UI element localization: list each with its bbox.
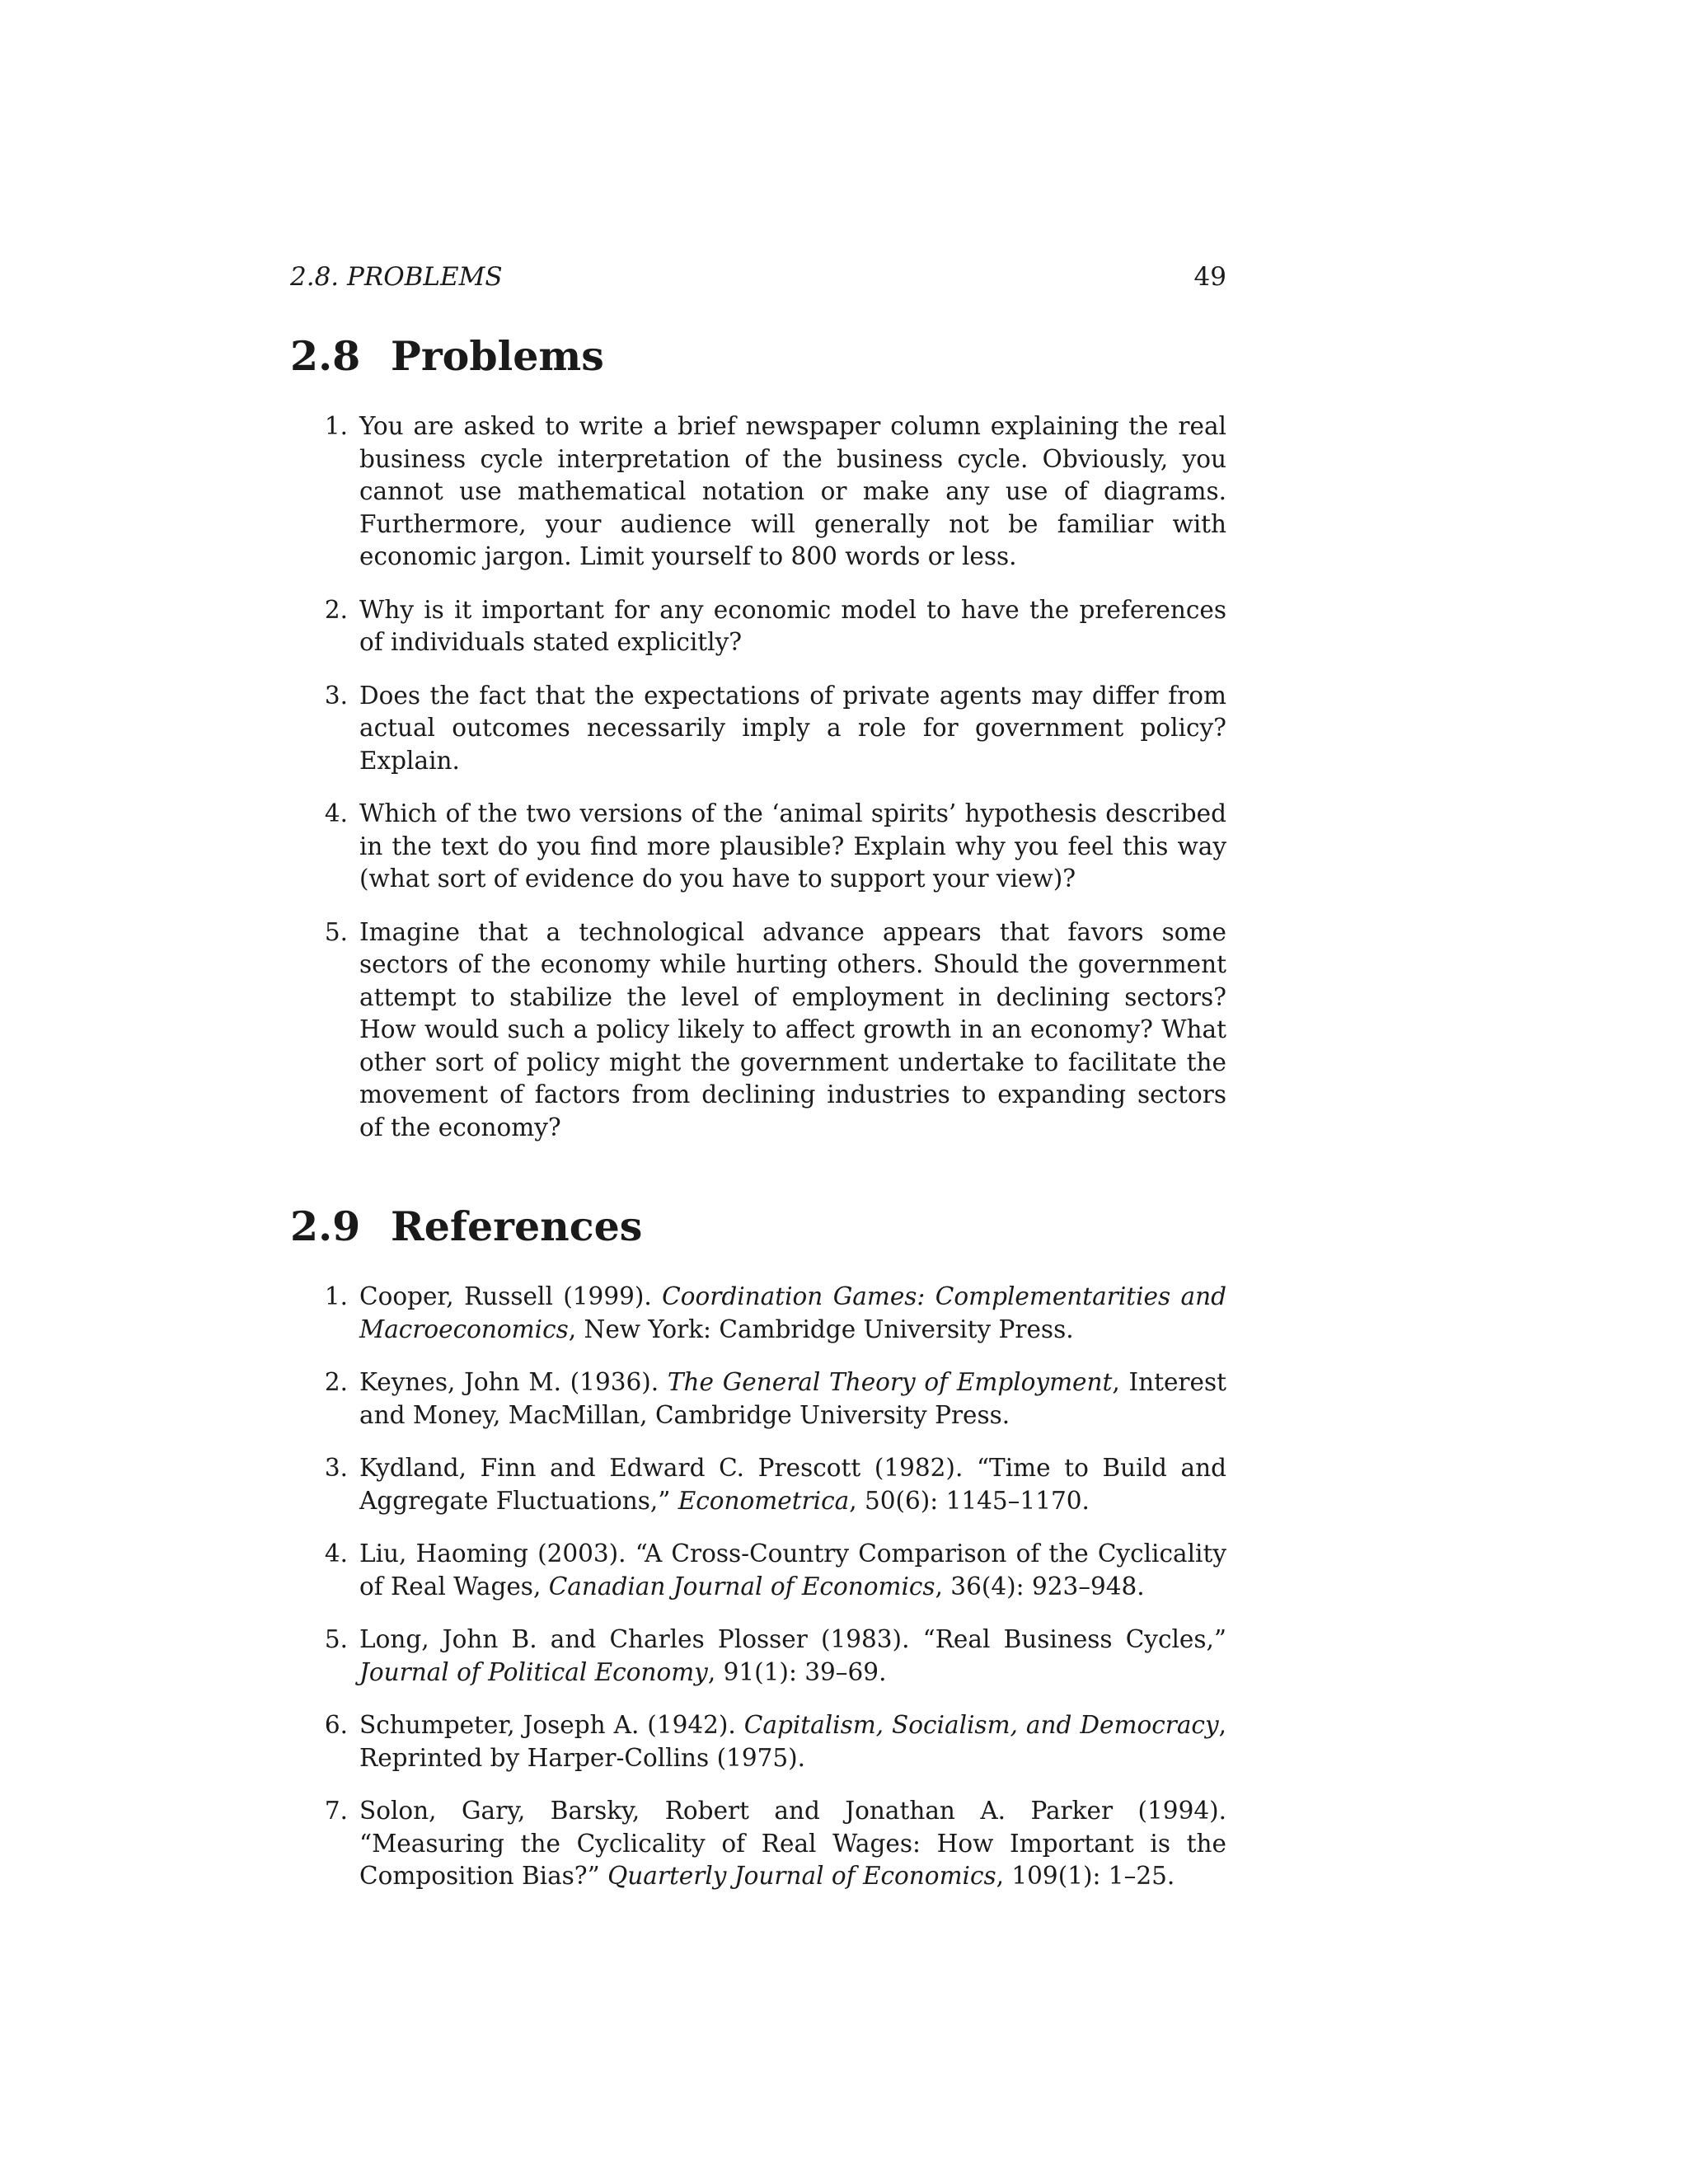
reference-work-title: Econometrica xyxy=(678,1486,850,1515)
item-number: 5. xyxy=(324,1625,348,1653)
reference-work-title: Coordination Games: Complementarities and Macroeconomics xyxy=(359,1282,1227,1343)
reference-details: , 91(1): 39–69. xyxy=(707,1657,887,1686)
item-number: 6. xyxy=(324,1711,348,1739)
item-number: 3. xyxy=(324,681,348,710)
reference-text xyxy=(359,1452,1226,1517)
reference-details: , New York: Cambridge University Press. xyxy=(568,1315,1074,1343)
reference-text xyxy=(359,1281,1226,1346)
reference-authors: Keynes, John M. (1936). xyxy=(359,1368,668,1396)
reference-work-title: Quarterly Journal of Economics xyxy=(607,1862,996,1890)
problem-text: Does the fact that the expectations of private agents may differ from actual outcomes necessarily imply a role for government policy? Explain. xyxy=(359,681,1226,775)
reference-text xyxy=(359,1795,1226,1893)
section-title: Problems xyxy=(391,332,604,380)
problem-text: Imagine that a technological advance appears that favors some sectors of the economy while hurting others. Should the government attempt to stabilize the level of employment in declining sectors? How would such a policy likely to affect growth in an economy? What other sort of policy might the government undertake to facilitate the movement of factors from declining industries to expanding sectors of the economy? xyxy=(359,917,1226,1141)
reference-item xyxy=(290,1452,1226,1517)
reference-details: , 109(1): 1–25. xyxy=(996,1862,1175,1890)
reference-authors: Liu, Haoming (2003). “A Cross-Country Comparison of the Cyclicality of Real Wages, xyxy=(359,1540,1226,1601)
reference-work-title: The General Theory of Employment xyxy=(667,1368,1113,1396)
section-number: 2.9 xyxy=(290,1202,361,1250)
problem-text: Why is it important for any economic model to have the preferences of individuals stated explicitly? xyxy=(359,595,1226,656)
reference-work-title: Canadian Journal of Economics xyxy=(548,1572,935,1601)
reference-text xyxy=(359,1366,1226,1432)
item-number: 4. xyxy=(324,1540,348,1568)
item-number: 7. xyxy=(324,1797,348,1825)
item-number: 5. xyxy=(324,917,348,946)
section-number: 2.8 xyxy=(290,332,361,380)
reference-authors: Long, John B. and Charles Plosser (1983). “Real Business Cycles,” xyxy=(359,1625,1226,1653)
reference-details: , Interest and Money, MacMillan, Cambridge University Press. xyxy=(359,1368,1226,1429)
reference-text xyxy=(359,1709,1226,1774)
problem-item xyxy=(290,916,1226,1145)
running-head-section: 2.8. PROBLEMS xyxy=(290,262,503,292)
page-number: 49 xyxy=(1193,262,1226,292)
reference-authors: Schumpeter, Joseph A. (1942). xyxy=(359,1711,744,1739)
problem-text: Which of the two versions of the ‘animal spirits’ hypothesis described in the text do you find more plausible? Explain why you feel this way (what sort of evidence do you have to support your view)? xyxy=(359,799,1226,893)
reference-work-title: Capitalism, Socialism, and Democracy xyxy=(743,1711,1219,1739)
section-heading-problems xyxy=(290,331,1226,381)
reference-authors: Cooper, Russell (1999). xyxy=(359,1282,663,1310)
item-number: 1. xyxy=(324,412,348,440)
reference-item xyxy=(290,1624,1226,1689)
reference-item xyxy=(290,1538,1226,1603)
reference-authors: Solon, Gary, Barsky, Robert and Jonathan A. Parker (1994). “Measuring the Cyclicality of Real Wages: How Important is the Composition Bias?” xyxy=(359,1797,1226,1890)
reference-item xyxy=(290,1795,1226,1893)
problem-item xyxy=(290,594,1226,659)
problem-item xyxy=(290,680,1226,778)
item-number: 2. xyxy=(324,1368,348,1396)
reference-item xyxy=(290,1281,1226,1346)
item-number: 1. xyxy=(324,1282,348,1310)
item-number: 2. xyxy=(324,595,348,624)
reference-details: , 50(6): 1145–1170. xyxy=(849,1486,1090,1515)
reference-item xyxy=(290,1366,1226,1432)
references-list xyxy=(290,1281,1226,1893)
reference-authors: Kydland, Finn and Edward C. Prescott (1982). “Time to Build and Aggregate Fluctuations,” xyxy=(359,1454,1226,1515)
problem-item xyxy=(290,798,1226,896)
problem-item xyxy=(290,410,1226,574)
page xyxy=(290,260,1226,1914)
running-head xyxy=(290,260,1226,293)
reference-text xyxy=(359,1538,1226,1603)
reference-details: , Reprinted by Harper-Collins (1975). xyxy=(359,1711,1227,1772)
problems-list xyxy=(290,410,1226,1144)
section-title: References xyxy=(391,1202,643,1250)
reference-details: , 36(4): 923–948. xyxy=(935,1572,1145,1601)
item-number: 3. xyxy=(324,1454,348,1482)
problem-text: You are asked to write a brief newspaper column explaining the real business cycle interpretation of the business cycle. Obviously, you cannot use mathematical notation or make any use of diagrams. Furthermore, your audience will generally not be familiar with economic jargon. Limit yourself to 800 words or less. xyxy=(359,412,1226,570)
reference-text xyxy=(359,1624,1226,1689)
section-heading-references xyxy=(290,1202,1226,1251)
item-number: 4. xyxy=(324,799,348,827)
reference-item xyxy=(290,1709,1226,1774)
reference-work-title: Journal of Political Economy xyxy=(359,1657,708,1686)
